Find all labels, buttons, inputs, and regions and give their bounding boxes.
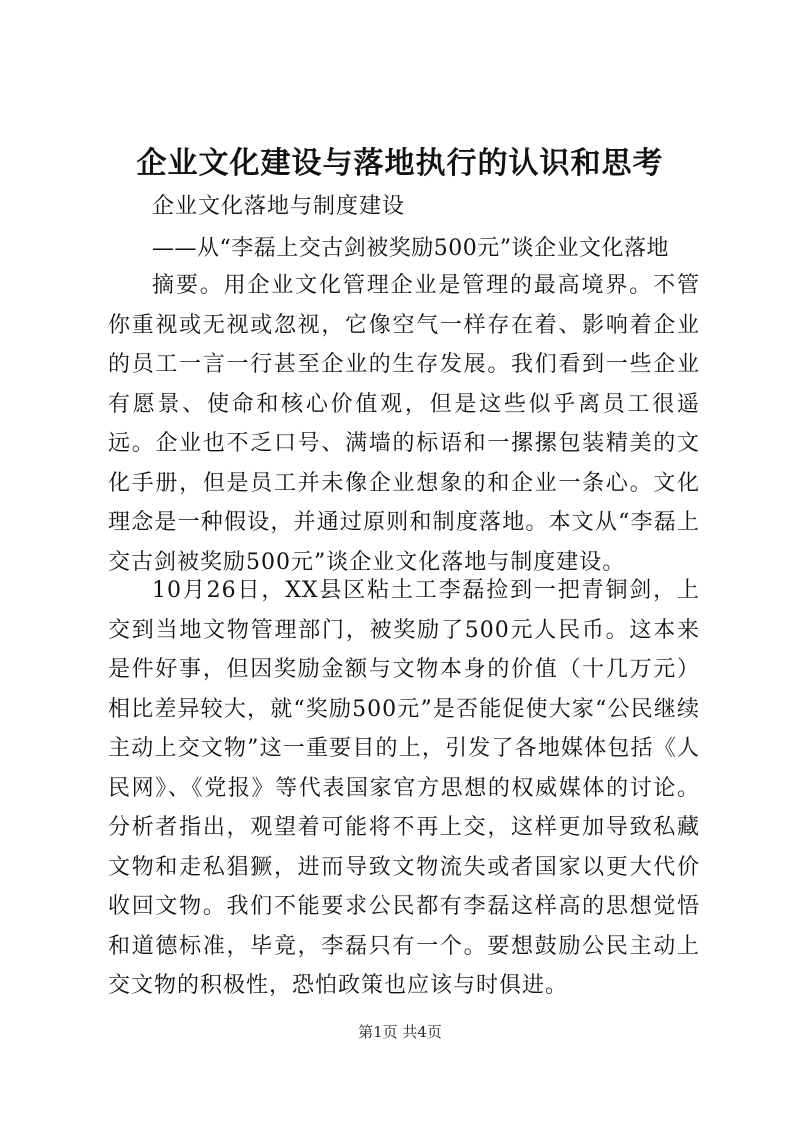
abstract-paragraph: 摘要。用企业文化管理企业是管理的最高境界。不管你重视或无视或忽视，它像空气一样存在着、影响着企业的员工一言一行甚至企业的生存发展。我们看到一些企业有愿景、使命和核心价值观，但是这些似乎离员工很遥远。企业也不乏口号、满墙的标语和一摞摞包装精美的文化手册，但是员工并未像企业想象的和企业一条心。文化理念是一种假设，并通过原则和制度落地。本文从“李磊上交古剑被奖励500元”谈企业文化落地与制度建设。: [108, 273, 700, 575]
document-title: 企业文化建设与落地执行的认识和思考: [136, 146, 664, 181]
document-subtitle: 企业文化落地与制度建设: [152, 194, 406, 219]
document-subtitle-secondary: ——从“李磊上交古剑被奖励500元”谈企业文化落地: [152, 236, 669, 261]
body-paragraph: 10月26日，XX县区粘土工李磊捡到一把青铜剑，上交到当地文物管理部门，被奖励了500元人民币。这本来是件好事，但因奖励金额与文物本身的价值（十几万元）相比差异较大，就“奖励500元”是否能促使大家“公民继续主动上交文物”这一重要目的上，引发了各地媒体包括《人民网》、《党报》等代表国家官方思想的权威媒体的讨论。分析者指出，观望着可能将不再上交，这样更加导致私藏文物和走私猖獗，进而导致文物流失或者国家以更大代价收回文物。我们不能要求公民都有李磊这样高的思想觉悟和道德标准，毕竟，李磊只有一个。要想鼓励公民主动上交文物的积极性，恐怕政策也应该与时俱进。: [108, 578, 700, 998]
page-number-footer: 第1页 共4页: [358, 1023, 442, 1041]
